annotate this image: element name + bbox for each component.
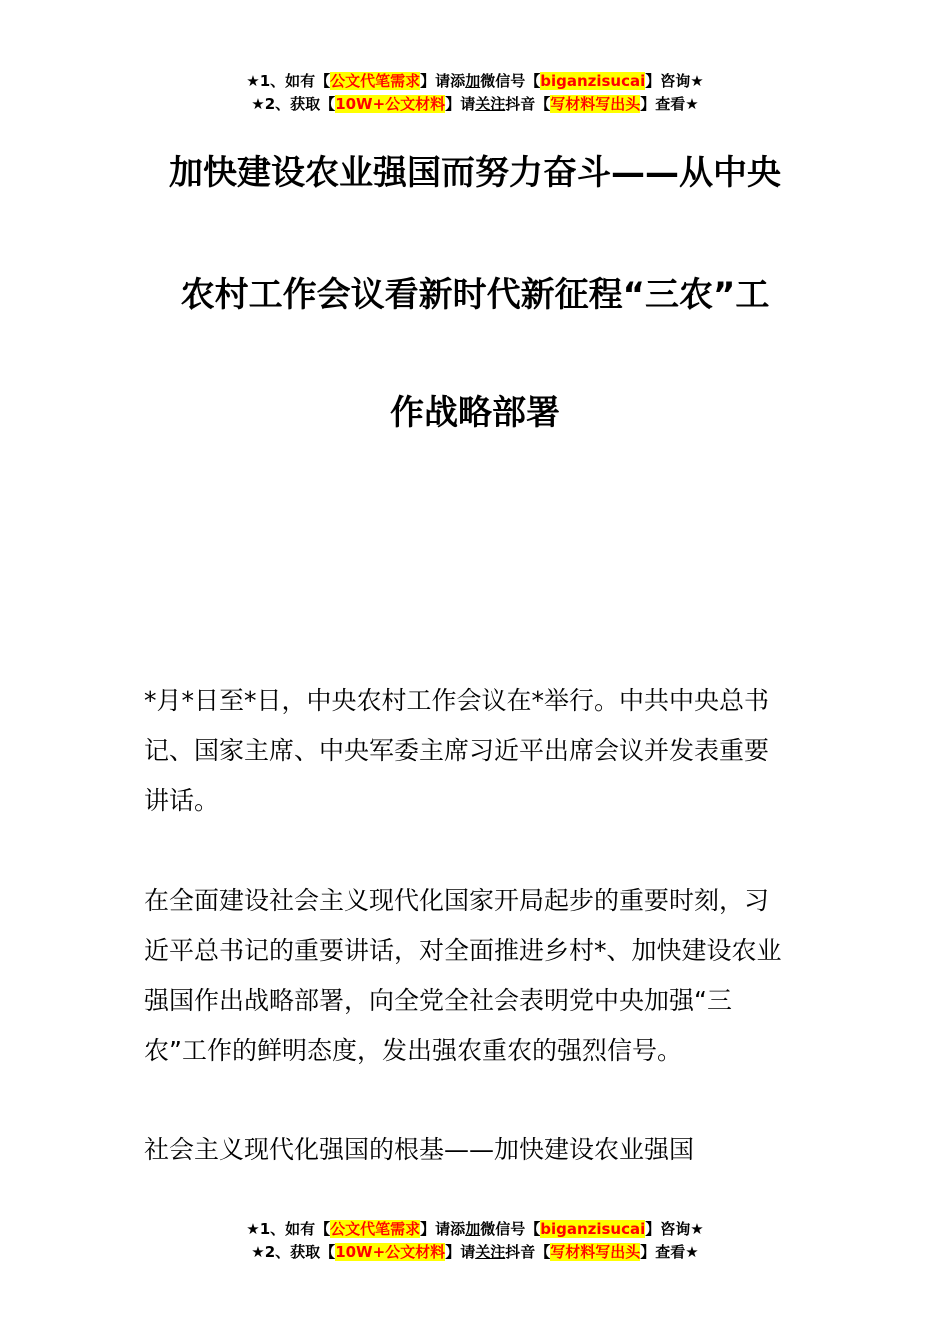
highlight-materials: 10W+公文材料	[335, 95, 446, 113]
highlight-materials: 10W+公文材料	[335, 1243, 446, 1261]
highlight-service: 公文代笔需求	[330, 72, 421, 90]
highlight-wechat-id: biganzisucai	[540, 1220, 646, 1238]
header-banner	[0, 70, 950, 116]
highlight-douyin-id: 写材料写出头	[550, 95, 641, 113]
paragraph-line: 近平总书记的重要讲话，对全面推进乡村*、加快建设农业	[144, 936, 782, 965]
highlight-douyin-id: 写材料写出头	[550, 1243, 641, 1261]
body-paragraph-1	[144, 676, 808, 826]
highlight-service: 公文代笔需求	[330, 1220, 421, 1238]
body-paragraph-2	[144, 876, 808, 1076]
paragraph-line: 记、国家主席、中央军委主席习近平出席会议并发表重要	[144, 736, 770, 765]
highlight-wechat-id: biganzisucai	[540, 72, 646, 90]
paragraph-line: 强国作出战略部署，向全党全社会表明党中央加强“三	[144, 986, 732, 1015]
paragraph-line: 农”工作的鲜明态度，发出强农重农的强烈信号。	[144, 1036, 682, 1065]
section-heading	[144, 1125, 808, 1175]
header-banner-line-1: ★1、如有【公文代笔需求】请添加微信号【biganzisucai】咨询★	[246, 72, 704, 90]
document-title-line-3: 作战略部署	[390, 393, 560, 433]
header-banner-line-2: ★2、获取【10W+公文材料】请关注抖音【写材料写出头】查看★	[251, 95, 699, 113]
paragraph-line: 在全面建设社会主义现代化国家开局起步的重要时刻，习	[144, 886, 770, 915]
paragraph-line: 讲话。	[144, 786, 220, 815]
document-title-line-1: 加快建设农业强国而努力奋斗——从中央	[169, 153, 781, 193]
footer-banner-line-1: ★1、如有【公文代笔需求】请添加微信号【biganzisucai】咨询★	[246, 1220, 704, 1238]
footer-banner-line-2: ★2、获取【10W+公文材料】请关注抖音【写材料写出头】查看★	[251, 1243, 699, 1261]
paragraph-line: 社会主义现代化强国的根基——加快建设农业强国	[144, 1135, 695, 1164]
paragraph-line: *月*日至*日，中央农村工作会议在*举行。中共中央总书	[144, 686, 770, 715]
footer-banner	[0, 1218, 950, 1264]
document-title-line-2: 农村工作会议看新时代新征程“三农”工	[180, 275, 770, 315]
